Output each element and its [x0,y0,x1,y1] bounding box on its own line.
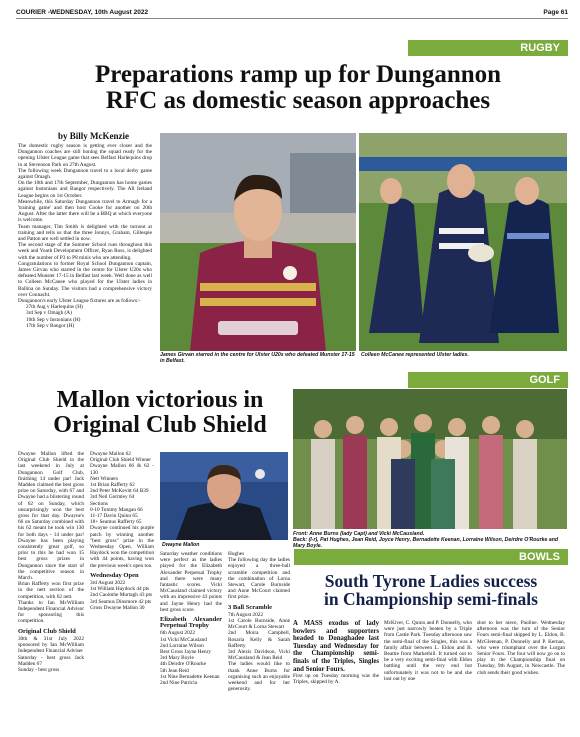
rugby-caption-left: James Girvan starred in the centre for Ulster U20s who defeated Munster 17-15 in Belfast. [160,352,355,365]
james-girvan-photo [160,133,356,351]
dwayne-mallon-photo [160,452,288,540]
bowls-paragraph: McKiver, C. Quinn and P. Donnelly, who were just narrowly beaten by a Triple from Castle Park. Tuesday afternoon saw the semi-final of the Singles, this was a family affair between L. Eldon and B. Beattie from Markethill. It turned out to be a very exciting semi-final with Eldon battling until the very end but unfortunately it was not to be and she lost out by one [384,620,472,682]
rugby-headline [28,62,568,115]
golf-subhead: Original Club Shield [18,627,76,635]
golf-result: 5th Jean Reid [160,667,189,674]
golf-result: 3rd Alexis Davidson, Vicki McCausland & Jean Reid [228,649,290,662]
bowls-section-label: BOWLS [294,549,568,565]
golf-result: 3rd Mary Boyle [160,655,194,662]
rugby-paragraph: On the 10th and 17th September, Dungannon has home games against Instonians and Bangor respectively. The All Ireland League begins on 1st October. [18,180,152,199]
golf-result: Dwayne Mallon 66 & 62 - 130 [90,463,154,476]
page-header [16,6,568,19]
golf-result: 1st Carole Burnside, Anne McCourt & Lorna Stewart [228,618,290,631]
fixture-item: 10th Sep v Instonians (H) [26,316,81,323]
golf-result: 2nd Moira Campbell, Rosaria Kelly & Sarah Rafferty [228,630,290,649]
rugby-paragraph: Congratulations to former Royal School Dungannon captain, James Girvan who starred in the centre for Ulster U20s who defeated Munster 17-15 in Belfast last week. Well done as well to Colleen McCanee who played for the Ulster ladies in Ballina on Sunday. The visitors had a comprehensive victory over Connacht. [18,260,152,298]
rugby-paragraph: The second stage of the Summer School runs throughout this week and Youth Development Officer, Ryan Ross, is delighted with the number of P3 to P8 minis who are attending. [18,242,152,261]
golf-result: 7th August 2022 [228,611,264,618]
bowls-intro: A MASS exodus of lady bowlers and supporters headed to Donaghadee last Tuesday and Wednesday for the Championship semi-finals of the Triples, Singles and Senior Fours. [293,620,379,673]
golf-subhead: 3 Ball Scramble [228,603,273,611]
golf-result: Original Club Shield Winner [90,457,152,464]
golf-result: Dwayne Mallon 62 [90,451,131,457]
bowls-paragraph: First up on Tuesday morning was the Triples, skipped by A. [293,673,379,686]
golf-column-2 [90,451,154,733]
golf-result: 1st Vicki McCausland [160,636,207,643]
golf-result: 1st Brian Rafferty 62 [90,482,135,489]
rugby-byline: by Billy McKenzie [58,131,129,141]
golf-paragraph: The ladies would like to thank Anne Burns for organising such an enjoyable weekend and for her generosity. [228,661,290,693]
golf-column-1 [18,451,84,733]
golf-paragraph: Brian Rafferty won first prize in the nett section of the competition, with 62 nett. [18,581,84,600]
golf-result: 3rd Seamus Dinsmore 42 pts [90,598,152,605]
golf-headline [30,388,290,438]
golf-group-caption-front: Front: Anne Burns (lady Capt) and Vicki McCausland. [293,531,425,537]
golf-result: 6th August 2022 [160,630,196,637]
rugby-headline-line1: Preparations ramp up for Dungannon [94,61,502,88]
golf-paragraph: Dwayne continued his purple patch by winning another "best gross" prize in the Wednesday Open. William Haydock won the competition with 44 points, having won the previous week's open too. [90,525,154,569]
golf-paragraph: Saturday weather conditions were perfect as the ladies played for the Elizabeth Alexander Perpetual Trophy and there were many fantastic scores. Vicki McCausland claimed victory with an impressive 43 points and Jayne Henry had the best gross score. [160,551,222,613]
golf-paragraph: Hughes [228,551,245,557]
bowls-column-1 [293,620,379,735]
rugby-caption-right: Colleen McCanee represented Ulster ladies. [361,352,469,358]
golf-paragraph: Thanks to Ian McWilliam Independent Financial Advisor for sponsoring this competition. [18,599,84,625]
colleen-mccanee-photo [359,133,567,351]
golf-result: 11-17 Davin Quinn 65 [90,513,138,520]
golf-paragraph: Dwayne Mallon lifted the Original Club Shield in the last weekend in July at Dungannon Golf Club, finishing 14 under par! Jack Madden claimed the best gross prize on Saturday, with 67 and Dwayne had a blistering round of 62 on Sunday, which unsurprisingly won the best gross for that day. Dwayne's 66 on Saturday combined with his 62 meant he took win 130 for both days - 14 under par! Dwayne has been playing consistently great golf, so prior to this he had won 15 best gross prizes in Dungannon since the start of the competitive season in March. [18,451,84,582]
dwayne-mallon-caption: Dwayne Mallon [162,542,200,548]
golf-result: Best Gross Jayne Henry [160,649,212,656]
rugby-article-body [18,143,152,353]
fixture-item: 3rd Sep v Omagh (A) [26,310,72,317]
golf-result: 2nd Nine Patricia [160,680,198,687]
bowls-paragraph: shot to her niece, Pauline. Wednesday afternoon was the turn of the Senior Fours semi-final skipped by L. Eldon, B. McGleenan, P. Donnelly and P. Kernan, who were triumphant over the Lurgan Senior Fours. The four will now go on to play in the Championship final on Tuesday, 9th August, in Newcastle. The club sends their good wishes. [477,620,565,676]
rugby-paragraph: The following week Dungannon travel to a local derby game against Omagh. [18,167,152,181]
golf-result: 18+ Seamus Rafferty 65 [90,519,142,526]
golf-section-label: GOLF [408,372,568,388]
golf-group-caption-back: Back: (l-r), Pat Hughes, Jean Reid, Joyce Henry, Bernadette Keenan, Lorraine Wilson, Deirdre O'Rourke and Mary Boyle. [293,537,559,550]
golf-result: 3rd August 2022 [90,580,126,587]
golf-subhead: Wednesday Open [90,571,139,579]
golf-result: 1st Nine Bernadette Keenan [160,673,220,680]
bowls-column-3 [477,620,565,735]
rugby-headline-line2: RFC as domestic season approaches [105,87,491,115]
golf-result: Sunday - best gross [18,666,60,673]
bowls-headline-line2: in Championship semi-finals [324,589,538,610]
rugby-paragraph: Meanwhile, this Saturday Dungannon travel to Armagh for a 'training game' and then host Cooke for another on 20th August. After the latter there will be a BBQ at which everyone is welcome. [18,198,152,224]
golf-result: 4th Deirdre O'Rourke [160,661,206,668]
golf-headline-line1: Mallon victorious in [56,387,264,413]
golf-subhead: Elizabeth Alexander Perpetual Trophy [160,616,222,630]
rugby-section-label: RUGBY [408,40,568,56]
golf-column-4 [228,551,290,733]
golf-result: Sections [90,500,108,507]
rugby-paragraph: Team manager, Tim Smith is delighted with the turnout at training and tells us that the three Jonnys, Graham, Gillespie and Patton are well settled in now. [18,223,152,243]
golf-result: 30th & 31st July 2022 sponsored by Ian McWilliam Independent Financial Adviser [18,635,84,655]
golf-result: Nett Winners [90,475,119,482]
rugby-paragraph: The domestic rugby season is getting ever closer and the Dungannon coaches are still honing the squad ready for the opening Ulster League game that sees Belfast Harlequins drop in at Stevenson Park on 27th August. [18,143,152,168]
golf-result: 2nd Peter McKevitt 64 B39 [90,488,149,495]
golf-column-3 [160,551,222,733]
publication-date: COURIER -WEDNESDAY, 10th August 2022 [16,8,149,16]
golf-result: 2nd Caoimhe Murtagh 43 pts [90,592,153,599]
ladies-golf-group-photo [293,389,567,529]
golf-headline-line2: Original Club Shield [53,412,267,439]
fixture-item: 27th Aug v Harlequins (H) [26,304,83,311]
golf-result: 0-10 Tommy Mangan 66 [90,506,143,513]
golf-result: 1st William Haydock 44 pts [90,586,150,593]
golf-paragraph: The following day the ladies enjoyed a three-ball scramble competition and the combination of Lorna Stewart, Carole Burnside and Anne McCourt claimed first prize. [228,557,290,601]
rugby-paragraph: Dungannon's early Ulster League fixtures are as follows:- [18,298,141,305]
bowls-column-2 [384,620,472,735]
page-number: Page 61 [543,8,568,16]
golf-group-caption [293,531,567,550]
bowls-headline-line1: South Tyrone Ladies success [324,571,538,591]
fixture-item: 17th Sep v Bangor (H) [26,322,75,329]
golf-result: 2nd Lorraine Wilson [160,642,204,649]
golf-result: 3rd Neil Gormley 64 [90,494,135,501]
bowls-headline [293,572,569,609]
golf-result: Gross Dwayne Mallon 30 [90,604,145,611]
golf-result: Saturday - best gross Jack Madden 67 [18,654,84,667]
